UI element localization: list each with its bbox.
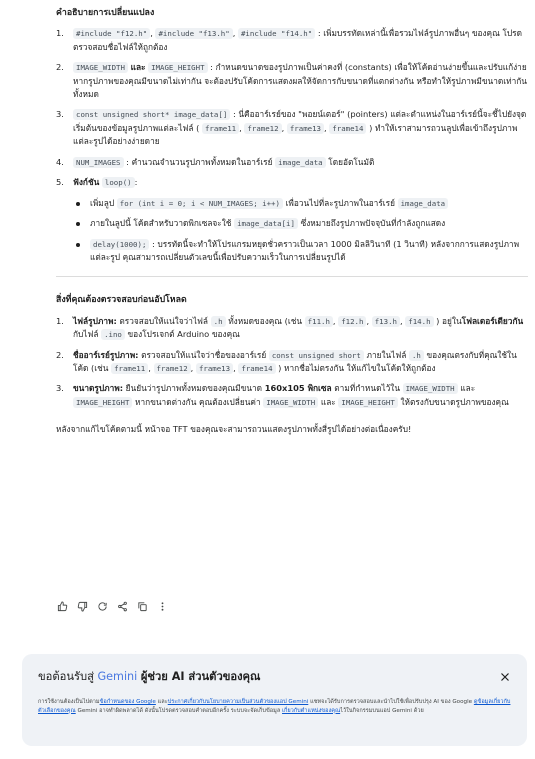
inline-code: f14.h bbox=[405, 316, 433, 327]
list-item bbox=[56, 176, 528, 264]
welcome-banner bbox=[22, 654, 527, 746]
item-text: ภายในลูปนี้ โค้ดสำหรับวาดพิกเซลจะใช้ bbox=[90, 218, 232, 229]
item-text: ทั้งหมดของคุณ (เช่น bbox=[228, 315, 303, 326]
section-divider bbox=[56, 276, 528, 277]
banner-title-prefix: ขอต้อนรับสู่ bbox=[38, 670, 94, 683]
bold-text: โฟลเดอร์เดียวกัน bbox=[461, 315, 524, 326]
bullet-item bbox=[73, 197, 528, 210]
item-text: ตามที่กำหนดไว้ใน bbox=[334, 383, 401, 394]
inline-code: const unsigned short bbox=[269, 350, 364, 361]
inline-code: .h bbox=[409, 350, 424, 361]
bullet-item bbox=[73, 238, 528, 265]
banner-title bbox=[38, 668, 511, 686]
response-actions bbox=[56, 600, 168, 612]
list-item: 2. ชื่ออาร์เรย์รูปภาพ: ตรวจสอบให้แน่ใจว่าชื่อของอาร์เรย์ const unsigned short ภายในไฟล์ .h ของคุณตรงกับที่คุณใช้ในโค้ด (เช่น frame11 , frame12 , frame13 , frame14 ) หากชื่อไม่ตรงกัน ให้แก้ไขในโค้ดให้ถูกต้อง bbox=[56, 349, 517, 373]
item-text: ให้ตรงกับขนาดรูปภาพของคุณ bbox=[400, 396, 509, 407]
item-text: : เพิ่มบรรทัดเหล่านี้เพื่อรวมไฟล์รูปภาพอื่นๆ ของคุณ โปรดตรวจสอบชื่อไฟล์ให้ถูกต้อง bbox=[73, 28, 523, 52]
inline-code: f13.h bbox=[372, 316, 400, 327]
list-item: 3. const unsigned short* image_data[] : นี่คืออาร์เรย์ของ "พอยน์เตอร์" (pointers) แต่ละตำแหน่งในอาร์เรย์นี้จะชี้ไปยังจุดเริ่มต้นของข้อมูลรูปภาพแต่ละไฟล์ ( frame11 , frame12 , frame13 , frame14 ) ทำให้เราสามารถวนลูปเพื่อเข้าถึงรูปภาพแต่ละรูปได้อย่างง่ายดาย bbox=[56, 109, 527, 147]
share-icon[interactable] bbox=[116, 600, 128, 612]
list-number: 2. bbox=[56, 349, 64, 360]
list-number: 4. bbox=[56, 156, 64, 167]
item-text: ตรวจสอบให้แน่ใจว่าไฟล์ bbox=[119, 315, 209, 326]
banner-title-gemini: Gemini bbox=[97, 670, 138, 683]
inline-code: frame13 bbox=[196, 363, 233, 374]
item-text: กับไฟล์ bbox=[73, 329, 99, 340]
banner-text: ไว้ในกิจกรรมบนแอป Gemini ด้วย bbox=[340, 707, 424, 714]
inline-code: IMAGE_WIDTH bbox=[263, 397, 318, 408]
inline-code: NUM_IMAGES bbox=[73, 157, 124, 168]
banner-text: แชทจะได้รับการตรวจสอบและนำไปใช้เพื่อปรับปรุง AI ของ Google bbox=[310, 699, 473, 706]
bullet-list bbox=[73, 197, 528, 265]
inline-code: .ino bbox=[101, 329, 125, 340]
inline-code: frame12 bbox=[244, 123, 281, 134]
item-text: : บรรทัดนี้จะทำให้โปรแกรมหยุดชั่วคราวเป็นเวลา 1000 มิลลิวินาที (1 วินาที) หลังจากการแสดงรูปภาพแต่ละรูป คุณสามารถเปลี่ยนตัวเลขนี้เพื่อปรับความเร็วในการเปลี่ยนรูปได้ bbox=[90, 238, 520, 262]
banner-text: Gemini อาจทำผิดพลาดได้ ดังนั้นโปรดตรวจสอบคำตอบอีกครั้ง ระบบจะจัดเก็บข้อมูล bbox=[77, 707, 281, 714]
inline-code: for (int i = 0; i < NUM_IMAGES; i++) bbox=[117, 198, 283, 209]
item-text: ของโปรเจกต์ Arduino ของคุณ bbox=[127, 329, 240, 340]
regenerate-icon[interactable] bbox=[96, 600, 108, 612]
colon: : bbox=[134, 177, 138, 188]
inline-code: frame11 bbox=[111, 363, 148, 374]
item-text: : กำหนดขนาดของรูปภาพเป็นค่าคงที่ (constants) เพื่อให้โค้ดอ่านง่ายขึ้นและปรับแก้ง่าย หากรูปภาพของคุณมีขนาดไม่เท่ากัน จะต้องปรับโค้ดการแสดงผลให้จัดการกับขนาดที่แตกต่างกัน หรือทำให้รูปภาพมีขนาดเท่ากันทั้งหมด bbox=[73, 62, 527, 99]
item-text: ) หากชื่อไม่ตรงกัน ให้แก้ไขในโค้ดให้ถูกต้อง bbox=[278, 362, 436, 373]
banner-disclaimer bbox=[38, 698, 511, 715]
response-content bbox=[56, 6, 528, 437]
inline-code: #include "f13.h" bbox=[155, 28, 232, 39]
banner-text: การใช้งานต้องเป็นไปตาม bbox=[38, 699, 100, 706]
inline-code: .h bbox=[211, 316, 226, 327]
separator: , bbox=[232, 28, 236, 39]
function-label: ฟังก์ชัน bbox=[73, 177, 100, 188]
inline-code: frame12 bbox=[154, 363, 191, 374]
list-item bbox=[56, 156, 528, 169]
inline-code: frame14 bbox=[329, 123, 366, 134]
changes-heading: คำอธิบายการเปลี่ยนแปลง bbox=[56, 8, 155, 18]
inline-code: loop() bbox=[102, 177, 135, 188]
item-text: เพิ่มลูป bbox=[90, 197, 115, 208]
item-text: และ bbox=[320, 396, 336, 407]
checklist-heading: สิ่งที่คุณต้องตรวจสอบก่อนอัปโหลด bbox=[56, 295, 187, 306]
terms-link[interactable]: ข้อกำหนดของ Google bbox=[99, 699, 156, 706]
inline-code: IMAGE_WIDTH bbox=[73, 62, 128, 73]
item-text: หากขนาดต่างกัน คุณต้องเปลี่ยนค่า bbox=[135, 396, 261, 407]
inline-code: #include "f14.h" bbox=[238, 28, 315, 39]
bold-text: 160x105 พิกเซล bbox=[264, 383, 332, 394]
list-number: 2. bbox=[56, 62, 64, 73]
inline-code: IMAGE_HEIGHT bbox=[148, 62, 207, 73]
banner-title-suffix: ผู้ช่วย AI ส่วนตัวของคุณ bbox=[140, 670, 261, 683]
separator: , bbox=[150, 28, 153, 39]
list-item bbox=[56, 27, 528, 54]
item-text: ภายในไฟล์ bbox=[366, 349, 407, 360]
inline-code: const unsigned short* image_data[] bbox=[73, 109, 230, 120]
checklist-list bbox=[56, 315, 528, 410]
item-text: ซึ่งหมายถึงรูปภาพปัจจุบันที่กำลังถูกแสดง bbox=[300, 218, 446, 229]
item-text: เพื่อวนไปที่ละรูปภาพในอาร์เรย์ bbox=[285, 197, 395, 208]
privacy-link[interactable]: ประกาศเกี่ยวกับนโยบายความเป็นส่วนตัวของแอป Gemini bbox=[167, 699, 309, 706]
conclusion-text: หลังจากแก้ไขโค้ดตามนี้ หน้าจอ TFT ของคุณจะสามารถวนแสดงรูปภาพทั้งสี่รูปได้อย่างต่อเนื่องครับ! bbox=[56, 424, 412, 435]
close-icon[interactable] bbox=[499, 671, 511, 683]
list-item bbox=[56, 61, 528, 101]
thumb-down-icon[interactable] bbox=[76, 600, 88, 612]
location-link[interactable]: เกี่ยวกับตำแหน่งของคุณ bbox=[282, 707, 341, 714]
copy-icon[interactable] bbox=[136, 600, 148, 612]
inline-code: f11.h bbox=[305, 316, 333, 327]
item-text: และ bbox=[460, 383, 476, 394]
list-number: 3. bbox=[56, 109, 64, 120]
list-number: 3. bbox=[56, 383, 64, 394]
bullet-item bbox=[73, 217, 528, 230]
item-text: : คำนวณจำนวนรูปภาพทั้งหมดในอาร์เรย์ bbox=[126, 156, 273, 167]
list-number: 1. bbox=[56, 315, 64, 326]
item-text: : นี่คืออาร์เรย์ของ "พอยน์เตอร์" (pointers) แต่ละตำแหน่งในอาร์เรย์นี้จะชี้ไปยังจุดเริ่มต้นของข้อมูลรูปภาพแต่ละไฟล์ ( bbox=[73, 109, 527, 133]
inline-code: IMAGE_HEIGHT bbox=[73, 397, 132, 408]
item-text: โดยอัตโนมัติ bbox=[328, 156, 375, 167]
list-number: 5. bbox=[56, 177, 64, 188]
inline-code: image_data bbox=[398, 198, 449, 209]
list-item bbox=[56, 382, 528, 409]
item-label: ไฟล์รูปภาพ: bbox=[73, 315, 117, 326]
changes-list bbox=[56, 27, 528, 264]
item-text: ยืนยันว่ารูปภาพทั้งหมดของคุณมีขนาด bbox=[125, 383, 263, 394]
item-label: ขนาดรูปภาพ: bbox=[73, 383, 124, 394]
inline-code: IMAGE_HEIGHT bbox=[338, 397, 397, 408]
item-text: ตรวจสอบให้แน่ใจว่าชื่อของอาร์เรย์ bbox=[141, 349, 267, 360]
inline-code: frame14 bbox=[238, 363, 275, 374]
item-label: ชื่ออาร์เรย์รูปภาพ: bbox=[73, 349, 139, 360]
item-text: ) ทำให้เราสามารถวนลูปเพื่อเข้าถึงรูปภาพแต่ละรูปได้อย่างง่ายดาย bbox=[73, 122, 518, 147]
inline-code: image_data[i] bbox=[234, 218, 298, 229]
banner-text: และ bbox=[157, 699, 168, 706]
inline-code: f12.h bbox=[338, 316, 366, 327]
inline-code: frame11 bbox=[202, 123, 239, 134]
inline-code: frame13 bbox=[287, 123, 324, 134]
item-text: ) bbox=[436, 315, 440, 326]
list-item: 1. ไฟล์รูปภาพ: ตรวจสอบให้แน่ใจว่าไฟล์ .h ทั้งหมดของคุณ (เช่น f11.h , f12.h , f13.h , f14.h ) อยู่ในโฟลเดอร์เดียวกัน กับไฟล์ .ino ของโปรเจกต์ Arduino ของคุณ bbox=[56, 315, 524, 340]
thumb-up-icon[interactable] bbox=[56, 600, 68, 612]
more-vert-icon[interactable] bbox=[156, 600, 168, 612]
inline-code: delay(1000); bbox=[90, 239, 149, 250]
choices-link[interactable]: ดูข้อมูลเกี่ยวกับตัวเลือกของคุณ bbox=[38, 699, 511, 714]
and-label: และ bbox=[130, 62, 146, 73]
list-number: 1. bbox=[56, 28, 64, 39]
inline-code: image_data bbox=[275, 157, 326, 168]
inline-code: IMAGE_WIDTH bbox=[403, 383, 458, 394]
item-text: อยู่ใน bbox=[442, 315, 462, 326]
item-text: ของคุณตรงกับที่คุณใช้ในโค้ด (เช่น bbox=[73, 349, 517, 373]
inline-code: #include "f12.h" bbox=[73, 28, 150, 39]
